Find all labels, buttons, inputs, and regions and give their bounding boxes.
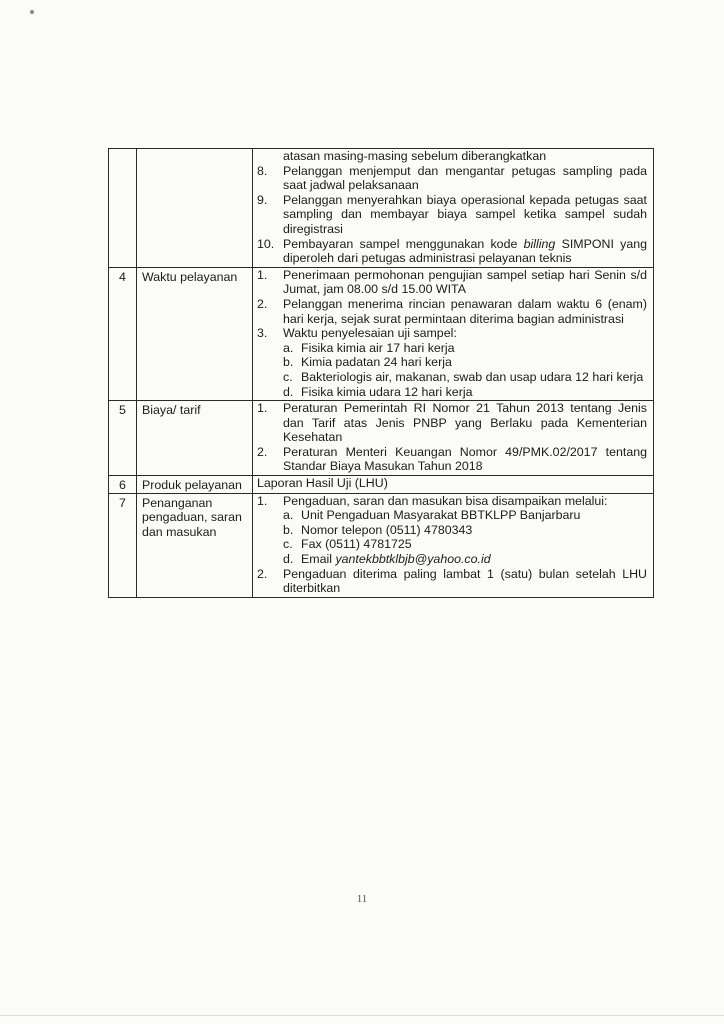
service-standard-table [108,148,654,598]
sub-item-letter: d. [283,384,294,399]
item-text: Peraturan Pemerintah RI Nomor 21 Tahun 2013 tentang Jenis dan Tarif atas Jenis PNBP yang Berlaku pada Kementerian Kesehatan [283,401,647,445]
row-text: Laporan Hasil Uji (LHU) [257,476,388,491]
item-text-italic: billing [523,236,556,251]
table-row-5 [109,401,654,476]
item-number: 10. [257,236,275,251]
row-label: Penanganan pengaduan, saran dan masukan [137,493,253,597]
row-label: Biaya/ tarif [137,401,253,476]
item-text-part: Pembayaran sampel menggunakan kode [283,236,524,251]
sub-item-text: Bakteriologis air, makanan, swab dan usap udara 12 hari kerja [301,369,644,384]
item-text-part: SIMPONI yang diperoleh dari petugas administrasi pelayanan teknis [283,236,648,266]
sub-item-text-part: Email [301,552,336,567]
item-text: Pelanggan menerima rincian penawaran dalam waktu 6 (enam) hari kerja, sejak surat permintaan diterima bagian administrasi [283,296,647,326]
item-number: 2. [257,296,268,311]
item-text: Pelanggan menyerahkan biaya operasional kepada petugas saat sampling dan membayar biaya sampel ketika sampel sudah diregistrasi [283,192,647,236]
sub-item-text: Nomor telepon (0511) 4780343 [301,522,473,537]
item-number: 1. [257,267,268,282]
item-number: 9. [257,192,268,207]
table-row-6 [109,476,654,494]
item-text: Pelanggan menjemput dan mengantar petugas sampling pada saat jadwal pelaksanaan [283,163,647,193]
row-content [253,401,654,476]
sub-list-item [257,355,647,370]
row-content [253,493,654,597]
list-item [257,326,647,341]
sub-list-item [257,370,647,385]
sub-item-letter: c. [283,369,293,384]
sub-list-item [257,341,647,356]
row-content [253,149,654,268]
sub-item-letter: b. [283,522,294,537]
list-item [257,401,647,445]
item-number: 3. [257,326,268,341]
sub-list-item [257,537,647,552]
sub-list-item [257,508,647,523]
page-number: 11 [356,893,368,905]
list-item [257,268,647,297]
list-item [257,193,647,237]
item-number: 2. [257,566,268,581]
row-number: 5 [109,401,137,476]
row-content [253,267,654,400]
sub-list-item [257,523,647,538]
email-address: yantekbbtklbjb@yahoo.co.id [335,552,491,567]
sub-list-item [257,552,647,567]
row-number: 7 [109,493,137,597]
item-text: Pengaduan, saran dan masukan bisa disampaikan melalui: [283,493,608,508]
scan-edge-line [0,1015,724,1016]
table-row-7 [109,493,654,597]
item-text: atasan masing-masing sebelum diberangkatkan [283,149,547,163]
table-row-4 [109,267,654,400]
sub-item-letter: a. [283,508,294,523]
list-item [257,164,647,193]
item-text: Pengaduan diterima paling lambat 1 (satu) bulan setelah LHU diterbitkan [283,566,647,596]
item-text [283,237,647,266]
item-number: 2. [257,444,268,459]
list-item [257,567,647,596]
item-text: Peraturan Menteri Keuangan Nomor 49/PMK.02/2017 tentang Standar Biaya Masukan Tahun 2018 [283,444,647,474]
row-number [109,149,137,268]
item-text: Penerimaan permohonan pengujian sampel setiap hari Senin s/d Jumat, jam 08.00 s/d 15.00 WITA [283,267,647,297]
row-label [137,149,253,268]
list-item [257,445,647,474]
sub-item-letter: c. [283,537,293,552]
sub-list-item [257,385,647,400]
sub-item-text: Fisika kimia udara 12 hari kerja [301,384,473,399]
sub-item-text: Fax (0511) 4781725 [301,537,412,552]
list-item [257,297,647,326]
list-item [257,237,647,266]
sub-item-letter: d. [283,552,294,567]
item-number: 1. [257,493,268,508]
list-item [257,149,647,164]
sub-item-text [301,552,647,567]
item-number: 8. [257,163,268,178]
sub-item-text: Unit Pengaduan Masyarakat BBTKLPP Banjarbaru [301,508,581,523]
row-number: 6 [109,476,137,494]
list-item [257,494,647,509]
sub-item-text: Fisika kimia air 17 hari kerja [301,340,455,355]
item-number: 1. [257,401,268,416]
row-number: 4 [109,267,137,400]
sub-item-letter: a. [283,340,294,355]
row-label: Produk pelayanan [137,476,253,494]
item-text: Waktu penyelesaian uji sampel: [283,326,457,341]
sub-item-text: Kimia padatan 24 hari kerja [301,355,452,370]
row-label: Waktu pelayanan [137,267,253,400]
scan-speck [30,10,34,14]
sub-item-letter: b. [283,355,294,370]
row-content [253,476,654,494]
table-row-continuation [109,149,654,268]
